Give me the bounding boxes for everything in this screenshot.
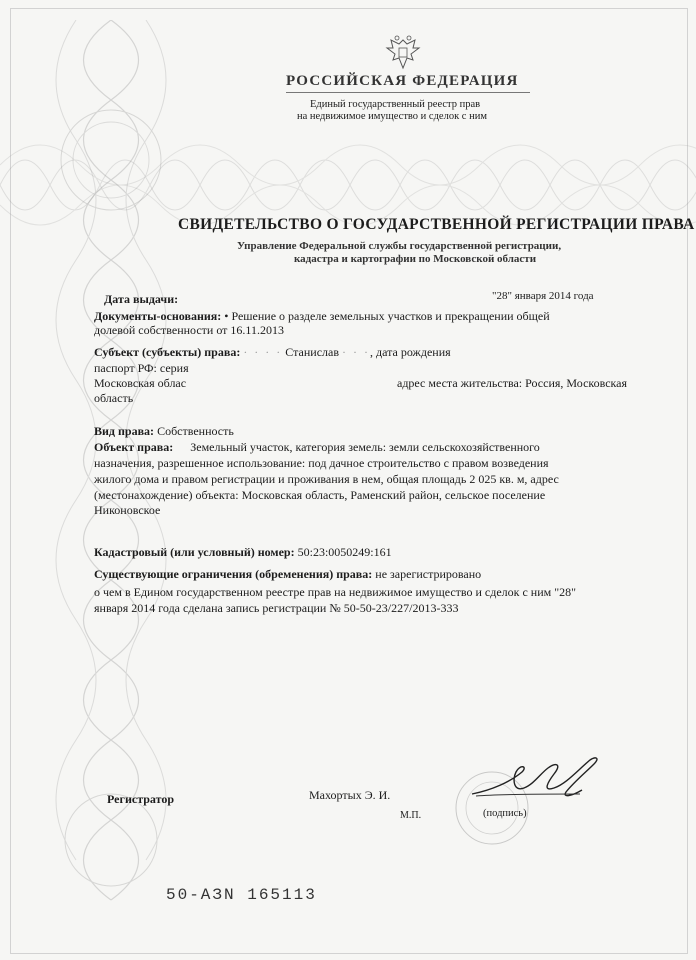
certificate-title: СВИДЕТЕЛЬСТВО О ГОСУДАРСТВЕННОЙ РЕГИСТРАЦИИ ПРАВА bbox=[178, 216, 695, 233]
documents-basis bbox=[94, 309, 550, 324]
subject-passport: паспорт РФ: серия bbox=[94, 361, 189, 375]
signature-caption: (подпись) bbox=[483, 808, 527, 819]
subject-line bbox=[94, 345, 451, 360]
subject-region-partial: Московская облас bbox=[94, 376, 187, 390]
registry-line-1: Единый государственный реестр прав bbox=[310, 99, 481, 110]
certificate-serial-number: 50-АЗN 165113 bbox=[166, 886, 317, 904]
object-text-2: назначения, разрешенное использование: под дачное строительство с правом возведения bbox=[94, 456, 549, 470]
redacted-patronymic: · · · bbox=[342, 345, 371, 359]
object-text-3: жилого дома и правом регистрации и проживания в нем, общая площадь 2 025 кв. м, адрес bbox=[94, 472, 559, 486]
authority-line-2: кадастра и картографии по Московской области bbox=[294, 253, 537, 265]
registry-line-2: на недвижимое имущество и сделок с ним bbox=[297, 111, 487, 122]
cadastral-value: 50:23:0050249:161 bbox=[297, 545, 392, 559]
object-line-1 bbox=[94, 440, 608, 455]
documents-text-2: долевой собственности от 16.11.2013 bbox=[94, 323, 284, 337]
subject-birth-label: , дата рождения bbox=[370, 345, 451, 359]
right-type-label: Вид права: bbox=[94, 424, 155, 438]
subject-name-part: Станислав bbox=[285, 345, 340, 359]
documents-label: Документы-основания: bbox=[94, 309, 222, 323]
right-type bbox=[94, 424, 234, 439]
documents-text-1: • Решение о разделе земельных участков и прекращении общей bbox=[224, 309, 550, 323]
restrictions-value: не зарегистрировано bbox=[375, 567, 482, 581]
restrictions bbox=[94, 567, 481, 582]
registrar-label: Регистратор bbox=[107, 792, 175, 806]
cadastral-label: Кадастровый (или условный) номер: bbox=[94, 545, 295, 559]
object-text-5: Никоновское bbox=[94, 503, 161, 517]
object-text-4: (местонахождение) объекта: Московская область, Раменский район, сельское поселение bbox=[94, 488, 546, 502]
issue-date-label: Дата выдачи: bbox=[104, 292, 179, 306]
object-label: Объект права: bbox=[94, 440, 174, 454]
authority-line-1: Управление Федеральной службы государственной регистрации, bbox=[237, 240, 562, 252]
cadastral-number bbox=[94, 545, 392, 560]
seal-place-mark: М.П. bbox=[400, 810, 422, 821]
subject-address-label: адрес места жительства: Россия, Московская bbox=[397, 376, 628, 390]
record-line-1: о чем в Едином государственном реестре прав на недвижимое имущество и сделок с ним "28" bbox=[94, 585, 577, 599]
record-line-2: января 2014 года сделана запись регистрации № 50-50-23/227/2013-333 bbox=[94, 601, 459, 615]
issue-date-value: "28" января 2014 года bbox=[492, 290, 594, 302]
redacted-surname: · · · · bbox=[243, 345, 283, 359]
subject-address-end: область bbox=[94, 391, 134, 405]
registrar-name: Махортых Э. И. bbox=[309, 788, 391, 802]
country-name: РОССИЙСКАЯ ФЕДЕРАЦИЯ bbox=[286, 73, 519, 89]
registrar-signature-icon bbox=[462, 752, 612, 808]
country-underline bbox=[286, 92, 530, 93]
double-headed-eagle-emblem-icon bbox=[383, 34, 423, 72]
restrictions-label: Существующие ограничения (обременения) права: bbox=[94, 567, 373, 581]
right-type-value: Собственность bbox=[157, 424, 234, 438]
subject-label: Субъект (субъекты) права: bbox=[94, 345, 241, 359]
object-text-1: Земельный участок, категория земель: земли сельскохозяйственного bbox=[190, 440, 540, 454]
